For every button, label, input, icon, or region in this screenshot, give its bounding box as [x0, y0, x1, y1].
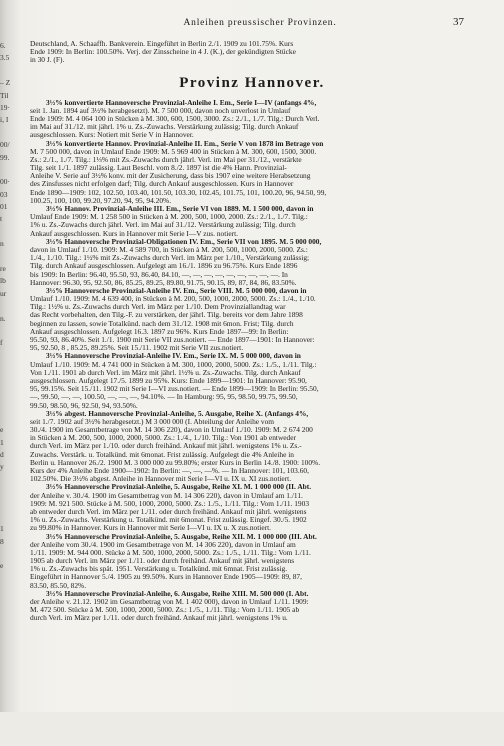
- margin-fragment: [0, 660, 18, 672]
- text-line: [30, 524, 474, 532]
- text-line: [30, 156, 474, 164]
- line-text: Tilg. seit 1./1. 1897 zulässig. Laut Beschl. vom 8./2. 1897 ist die 4% Hann. Provinzial-: [30, 164, 287, 173]
- margin-fragment: 1: [0, 437, 4, 447]
- text-line: [30, 221, 474, 229]
- entry-heading-text: 3½% Hannoversche Provinzial-Anleihe, 5. Ausgabe, Reihe XI. M. 1 000 000 (II. Abt.: [46, 483, 312, 492]
- margin-fragment: [0, 548, 18, 560]
- line-text: Ankauf ausgeschlossen. Kurs in Hannover mit Serie I—V zus. notiert.: [30, 229, 238, 238]
- line-text: bis 1909: In Berlin: 96.40, 95.50, 93, 86.40, 84.10, —, —, —, —, —, —, —, —, —. In: [30, 270, 288, 279]
- text-line: [30, 246, 474, 254]
- margin-fragment: e: [0, 561, 4, 571]
- text-line: [30, 557, 474, 565]
- line-text: 102.50%. Die 3½% abgest. Anleihe in Hannover mit Serie I—VI u. IX u. XI zus.notiert.: [30, 475, 292, 484]
- text-line: [30, 230, 474, 238]
- margin-fragment: [0, 387, 18, 399]
- margin-fragment: [0, 164, 18, 176]
- line-text: das Recht vorbehalten, den Tilg.-F. zu verstärken, der jährl. Tilg. bereits vor dem Jahre 1898: [30, 311, 303, 320]
- line-text: —, 99.50, —, —, 100.50, —, —, —, 94.10%. — In Hamburg: 95, 95, 98.50, 99.75, 99.50,: [30, 393, 298, 402]
- line-text: Von 1./11. 1901 ab durch Verl. im März mit jährl. 1½% u. Zs.-Zuwachs. Tilg. durch Ankauf: [30, 368, 301, 377]
- margin-fragment: [0, 585, 18, 597]
- margin-fragment: [0, 65, 18, 77]
- line-text: 95, 92.50, 8 , 85.25, 89.25%. Seit 15./11. 1902 mit Serie VII zus.notiert.: [30, 344, 244, 353]
- running-title: Anleihen preussischer Provinzen.: [183, 18, 337, 28]
- margin-fragment: [0, 672, 18, 684]
- line-text: 1% u. Zs.-Zuwachs. Verstärkung u. Totalkünd. mit 6monat. Frist zulässig. Eingef. 30./5. 1902: [30, 516, 307, 525]
- margin-fragment: n.: [0, 313, 6, 323]
- text-line: [30, 598, 474, 606]
- margin-fragment: [0, 350, 18, 362]
- line-text: Tilg.: 1½% u. Zs.-Zuwachs durch Verl. im März per 1./10. Dem Provinziallandtag war: [30, 303, 286, 312]
- margin-fragment: 01: [0, 202, 8, 212]
- text-line: [30, 467, 474, 475]
- line-text: 95, 99.15%. Seit 15./11. 1902 mit Serie I—VI zus.notiert. — Ende 1899—1909: In Berlin: 95.50,: [30, 385, 319, 394]
- text-line: [30, 279, 474, 287]
- line-text: 100.25, 100, 100, 99.20, 97.20, 94, 95, 94.20%.: [30, 196, 172, 205]
- margin-fragment: [0, 709, 18, 721]
- line-text: 1905 ab durch Verl. im März per 1./11. oder durch freihänd. Ankauf mit jährl. wenigstens: [30, 557, 295, 566]
- entry-heading-text: 3½% konvertierte Hannoversche Provinzial-Anleihe I. Em., Serie I—IV (anfangs 4%,: [46, 98, 317, 107]
- text-line: Ende 1909: In Berlin: 100.50%. Verj. der Zinsscheine in 4 J. (K.), der gekündigten Stücke: [30, 48, 296, 57]
- margin-fragment: [0, 375, 18, 387]
- text-line: [30, 393, 474, 401]
- text-line: [30, 402, 474, 410]
- margin-fragment: d: [0, 449, 4, 459]
- margin-fragment: i, I: [0, 115, 9, 125]
- text-line: [30, 254, 474, 262]
- line-text: 1./4., 1./10. Tilg.: 1½% mit Zs.-Zuwachs durch Verl. im März per 1./10., Verstärkung zulässig;: [30, 254, 310, 263]
- margin-fragment: [0, 300, 18, 312]
- text-line: [30, 565, 474, 573]
- text-line: [30, 385, 474, 393]
- text-line: [30, 459, 474, 467]
- margin-fragment: [0, 474, 18, 486]
- margin-fragment: Til: [0, 90, 9, 100]
- margin-fragment: [0, 251, 18, 263]
- text-line: [30, 115, 474, 123]
- margin-fragment: n: [0, 239, 4, 249]
- entry-heading-text: 3½% abgest. Hannoversche Provinzial-Anleihe, 5. Ausgabe, Reihe X. (Anfangs 4%,: [46, 409, 309, 418]
- text-line: [30, 549, 474, 557]
- entry-heading-text: 3½% Hannov. Provinzial-Anleihe III. Em., Serie VI von 1889. M. 1 500 000, davon in: [46, 205, 314, 213]
- line-text: Zuwachs. Verstärk. u. Totalkünd. mit 6monat. Frist zulässig. Aufgelegt die 4% Anleihe in: [30, 450, 294, 459]
- margin-fragment: [0, 127, 18, 139]
- margin-fragment: [0, 511, 18, 523]
- line-text: davon in Umlauf 1./10. 1909: M. 4 589 700, in Stücken à M. 200, 500, 1000, 2000, 5000. Zs.:: [30, 245, 308, 254]
- margin-fragment: lb: [0, 276, 6, 286]
- page-number: 37: [453, 16, 464, 28]
- line-text: Ende 1890—1909: 102, 102.50, 103.40, 101.50, 103.30, 102.45, 101.75, 101, 100.20, 96, 94.50, 99,: [30, 188, 327, 197]
- running-header: [0, 16, 504, 30]
- text-line: [30, 303, 474, 311]
- margin-fragment: [0, 412, 18, 424]
- text-line: [30, 344, 474, 352]
- intro-paragraph: [30, 40, 474, 65]
- entry-heading-line: [30, 140, 474, 148]
- line-text: 1% u. Zs.-Zuwachs bis spät. 1951. Verstärkung u. Totalkünd. mit 6mnat. Frist zulässig.: [30, 565, 288, 574]
- text-line: [30, 189, 474, 197]
- line-text: ab entweder durch Verl. im März per 1./11. oder durch freihänd. Ankauf mit jährl. wenigstens: [30, 507, 307, 516]
- text-line: [30, 516, 474, 524]
- line-text: 83.50, 85.50, 82%.: [30, 581, 87, 590]
- margin-fragment: 6.: [0, 41, 6, 50]
- text-line: [30, 541, 474, 549]
- line-text: im Mai auf 31./12. mit jährl. 1% u. Zs.-Zuwachs. Verstärkung zulässig; Tilg. durch Ankauf: [30, 123, 299, 132]
- margin-fragment: [0, 486, 18, 498]
- text-line: [30, 475, 474, 483]
- line-text: Tilg. durch Ankauf ausgeschlossen. Aufgelegt am 16./1. 1896 zu 96.75%. Kurs Ende 1896: [30, 262, 298, 271]
- margin-fragment: [0, 399, 18, 411]
- line-text: Ende 1909: M. 4 064 100 in Stücken à M. 300, 600, 1500, 3000. Zs.: 2./1., 1./7. Tilg.: Durch Verl.: [30, 114, 320, 123]
- line-text: der Anleihe v. 30./4. 1900 im Gesamtbetrag von M. 14 306 220), davon in Umlauf am 1./11.: [30, 491, 303, 500]
- text-line: [30, 213, 474, 221]
- margin-fragment: [0, 498, 18, 510]
- line-text: Umlauf Ende 1909: M. 1 258 500 in Stücken à M. 200, 500, 1000, 2000. Zs.: 2./1., 1./7. Tilg.:: [30, 213, 308, 222]
- text-line: [30, 500, 474, 508]
- margin-fragment: t: [0, 214, 3, 224]
- text-line: [30, 107, 474, 115]
- text-line: [30, 508, 474, 516]
- margin-fragment: [0, 362, 18, 374]
- text-line: [30, 131, 474, 139]
- text-line: [30, 451, 474, 459]
- line-text: seit 1. Jan. 1894 auf 3½% herabgesetzt). M. 7 500 000, davon noch unverlost in Umlauf: [30, 106, 291, 115]
- margin-fragment: ur: [0, 288, 7, 298]
- text-line: [30, 180, 474, 188]
- text-line: [30, 418, 474, 426]
- line-text: zu 99.80% in Hannover. Kurs in Hannover mit Serie I—VI u. IX u. X zus.notiert.: [30, 524, 271, 533]
- margin-fragment: [0, 226, 18, 238]
- text-line: [30, 606, 474, 614]
- margin-fragment: f: [0, 338, 3, 348]
- text-line: [30, 164, 474, 172]
- margin-fragment: [0, 622, 18, 634]
- entry-heading-line: [30, 205, 474, 213]
- line-text: ausgeschlossen. Aufgelegt 17./5. 1899 zu 95%. Kurs: Ende 1899—1901: In Hannover: 95.90,: [30, 376, 307, 385]
- entry-heading-text: 3½% Hannoversche Provinzial-Obligationen IV. Em., Serie VII von 1895. M. 5 000 000,: [46, 237, 322, 246]
- entry-heading-line: [30, 590, 474, 598]
- margin-fragment: [0, 721, 18, 733]
- left-margin-fragments: [0, 40, 18, 712]
- margin-fragment: 3.5: [0, 53, 10, 63]
- text-line: Deutschland, A. Schaaffh. Bankverein. Eingeführt in Berlin 2./1. 1909 zu 101.75%. Kurs: [30, 40, 294, 48]
- margin-fragment: 8: [0, 536, 4, 546]
- line-text: ausgeschlossen. Kurs: Notiert mit Serie V in Hannover.: [30, 131, 194, 140]
- margin-fragment: 00/: [0, 140, 10, 150]
- text-line: [30, 336, 474, 344]
- page-body: [30, 40, 474, 623]
- line-text: der Anleihe vom 30./4. 1900 im Gesamtbetrage von M. 14 306 220), davon in Umlauf am: [30, 540, 296, 549]
- line-text: der Anleihe v. 21.12. 1902 im Gesamtbetrag von M. 1 402 000), davon in Umlauf 1./11. 1909:: [30, 598, 309, 606]
- margin-fragment: [0, 610, 18, 622]
- line-text: 1% u. Zs.-Zuwachs durch jährl. Verl. im Mai auf 31./12. Verstärkung zulässig; Tilg. durch: [30, 221, 296, 230]
- text-line: [30, 295, 474, 303]
- margin-fragment: y: [0, 462, 4, 472]
- text-line: in 30 J. (F).: [30, 56, 65, 65]
- margin-fragment: 99.: [0, 152, 10, 162]
- section-text: [30, 99, 474, 623]
- line-text: des Zinsfusses nicht erfolgen darf; Tilg. durch Ankauf ausgeschlossen. Kurs in Hannover: [30, 180, 294, 189]
- margin-fragment: [0, 684, 18, 696]
- text-line: [30, 426, 474, 434]
- margin-fragment: [0, 635, 18, 647]
- line-text: 95.50, 93, 86.40%. Seit 1./1. 1900 mit Serie VII zus.notiert. — Ende 1897—1901: In Hannover:: [30, 336, 315, 344]
- section-title: Provinz Hannover.: [179, 74, 325, 91]
- line-text: 1909: M. 921 500. Stücke à M. 500, 1000, 2000, 5000. Zs.: 1./5., 1./11. Tilg.: Vom 1./11. 1903: [30, 499, 310, 508]
- line-text: Zs.: 2./1., 1./7. Tilg.: 1⅓% mit Zs.-Zuwachs durch jährl. Verl. im Mai per 31./12., verstärkte: [30, 155, 302, 164]
- text-line: [30, 148, 474, 156]
- margin-fragment: e: [0, 425, 4, 435]
- text-line: [30, 328, 474, 336]
- text-line: [30, 377, 474, 385]
- text-line: [30, 573, 474, 581]
- text-line: [30, 197, 474, 205]
- line-text: Umlauf 1./10. 1909: M. 4 639 400, in Stücken à M. 200, 500, 1000, 2000, 5000. Zs.: 1./4., 1./10.: [30, 295, 316, 304]
- text-line: [30, 614, 474, 622]
- entry-heading-line: [30, 238, 474, 246]
- line-text: seit 1./7. 1902 auf 3½% herabgesetzt.) M 3 000 000 (I. Abteilung der Anleihe vom: [30, 417, 275, 426]
- margin-fragment: [0, 325, 18, 337]
- entry-heading-text: 3½% Hannoversche Provinzial-Anleihe, 6. Ausgabe, Reihe XIII. M. 500 000 (I. Abt.: [46, 589, 309, 598]
- line-text: M. 472 500. Stücke à M. 500, 1000, 2000, 5000. Zs.: 1./5., 1./11. Tilg.: Vom 1./11. 1905 ab: [30, 606, 300, 615]
- text-line: [30, 492, 474, 500]
- margin-fragment: [0, 697, 18, 709]
- margin-fragment: 03: [0, 189, 8, 199]
- entry-heading-line: [30, 352, 474, 360]
- text-line: [30, 262, 474, 270]
- entry-heading-line: [30, 483, 474, 491]
- line-text: Kurs der 4% Anleihe Ende 1900—1902: In Berlin: —, —, —%. — In Hannover: 101, 103.60,: [30, 467, 309, 475]
- text-line: [30, 172, 474, 180]
- line-text: Umlauf 1./10. 1909: M. 4 741 000 in Stücken à M. 300, 1000, 2000, 5000. Zs.: 1./5., 1./11. Tilg.:: [30, 360, 317, 369]
- margin-fragment: 1: [0, 524, 4, 534]
- text-line: [30, 271, 474, 279]
- text-line: [30, 582, 474, 590]
- entry-heading-line: [30, 99, 474, 107]
- text-line: [30, 434, 474, 442]
- line-text: 1./11. 1909: M. 944 000. Stücke à M. 500, 1000, 2000, 5000. Zs.: 1./5., 1./11. Tilg.: Vom 1./11.: [30, 548, 311, 557]
- line-text: beginnen zu lassen, sowie Totalkünd. nach dem 31./12. 1908 mit 6mon. Frist; Tilg. durch: [30, 319, 294, 328]
- margin-fragment: [0, 647, 18, 659]
- entry-heading-line: [30, 533, 474, 541]
- line-text: Ankauf ausgeschlossen. Aufgelegt 16.3. 1897 zu 96%. Kurs Ende 1897—99: In Berlin:: [30, 327, 289, 336]
- text-line: [30, 123, 474, 131]
- margin-fragment: – Z: [0, 78, 11, 88]
- line-text: Hannover: 96.30, 95, 92.50, 86, 85.25, 89.25, 89.80, 91.75, 90.15, 89, 87, 84, 86, 83.50%.: [30, 278, 297, 287]
- text-line: [30, 361, 474, 369]
- line-text: in Stücken à M. 200, 500, 1000, 2000, 5000. Zs.: 1./4., 1./10. Tilg.: Von 1901 ab entweder: [30, 434, 296, 443]
- entry-heading-text: 3½% Hannoversche Provinzial-Anleihe, 5. Ausgabe, Reihe XII. M. 1 000 000 (III. Abt.: [46, 532, 317, 541]
- line-text: M. 7 500 000, davon in Umlauf Ende 1909: M. 5 969 400 in Stücken à M. 300, 600, 1500, 3000.: [30, 147, 317, 156]
- margin-fragment: 00·: [0, 177, 10, 187]
- line-text: Anleihe V. Serie auf 3½% konv. mit der Zusicherung, dass bis 1907 eine weitere Herabsetzung: [30, 172, 311, 181]
- entry-heading-line: [30, 410, 474, 418]
- text-line: [30, 311, 474, 319]
- margin-fragment: [0, 598, 18, 610]
- line-text: Berlin u. Hannover 26./2. 1900 M. 3 000 000 zu 99.80%; erster Kurs in Berlin 14./8. 1900: 100%.: [30, 458, 321, 467]
- entry-heading-line: [30, 287, 474, 295]
- text-line: [30, 442, 474, 450]
- entry-heading-text: 3½% Hannoversche Provinzial-Anleihe IV. Em., Serie IX. M. 5 000 000, davon in: [46, 352, 301, 361]
- line-text: Eingeführt in Hannover 5./4. 1905 zu 99.50%. Kurs in Hannover Ende 1905—1909: 89, 87,: [30, 573, 302, 582]
- line-text: 99.50, 98.50, 96, 92.50, 94, 93.50%.: [30, 401, 138, 410]
- margin-fragment: 19·: [0, 102, 10, 112]
- entry-heading-text: 3½% Hannoversche Provinzial-Anleihe IV. Em., Serie VIII. M. 5 000 000, davon in: [46, 286, 307, 295]
- margin-fragment: [0, 573, 18, 585]
- text-line: [30, 320, 474, 328]
- line-text: 30./4. 1900 im Gesamtbetrage von M. 14 306 220), davon in Umlauf 1./10. 1909: M. 2 674 200: [30, 426, 313, 435]
- entry-heading-text: 3½% konvertierte Hannov. Provinzial-Anleihe II. Em., Serie V von 1878 im Betrage von: [46, 139, 324, 148]
- text-line: [30, 369, 474, 377]
- line-text: durch Verl. im März per 1./11. oder durch freihänd. Ankauf mit jährl. wenigstens 1% u.: [30, 614, 288, 623]
- line-text: durch Verl. im März per 1./10. oder durch freihänd. Ankauf mit jährl. wenigstens 1% u. Zs.-: [30, 442, 302, 451]
- margin-fragment: re: [0, 264, 6, 274]
- margin-fragment: [0, 734, 18, 746]
